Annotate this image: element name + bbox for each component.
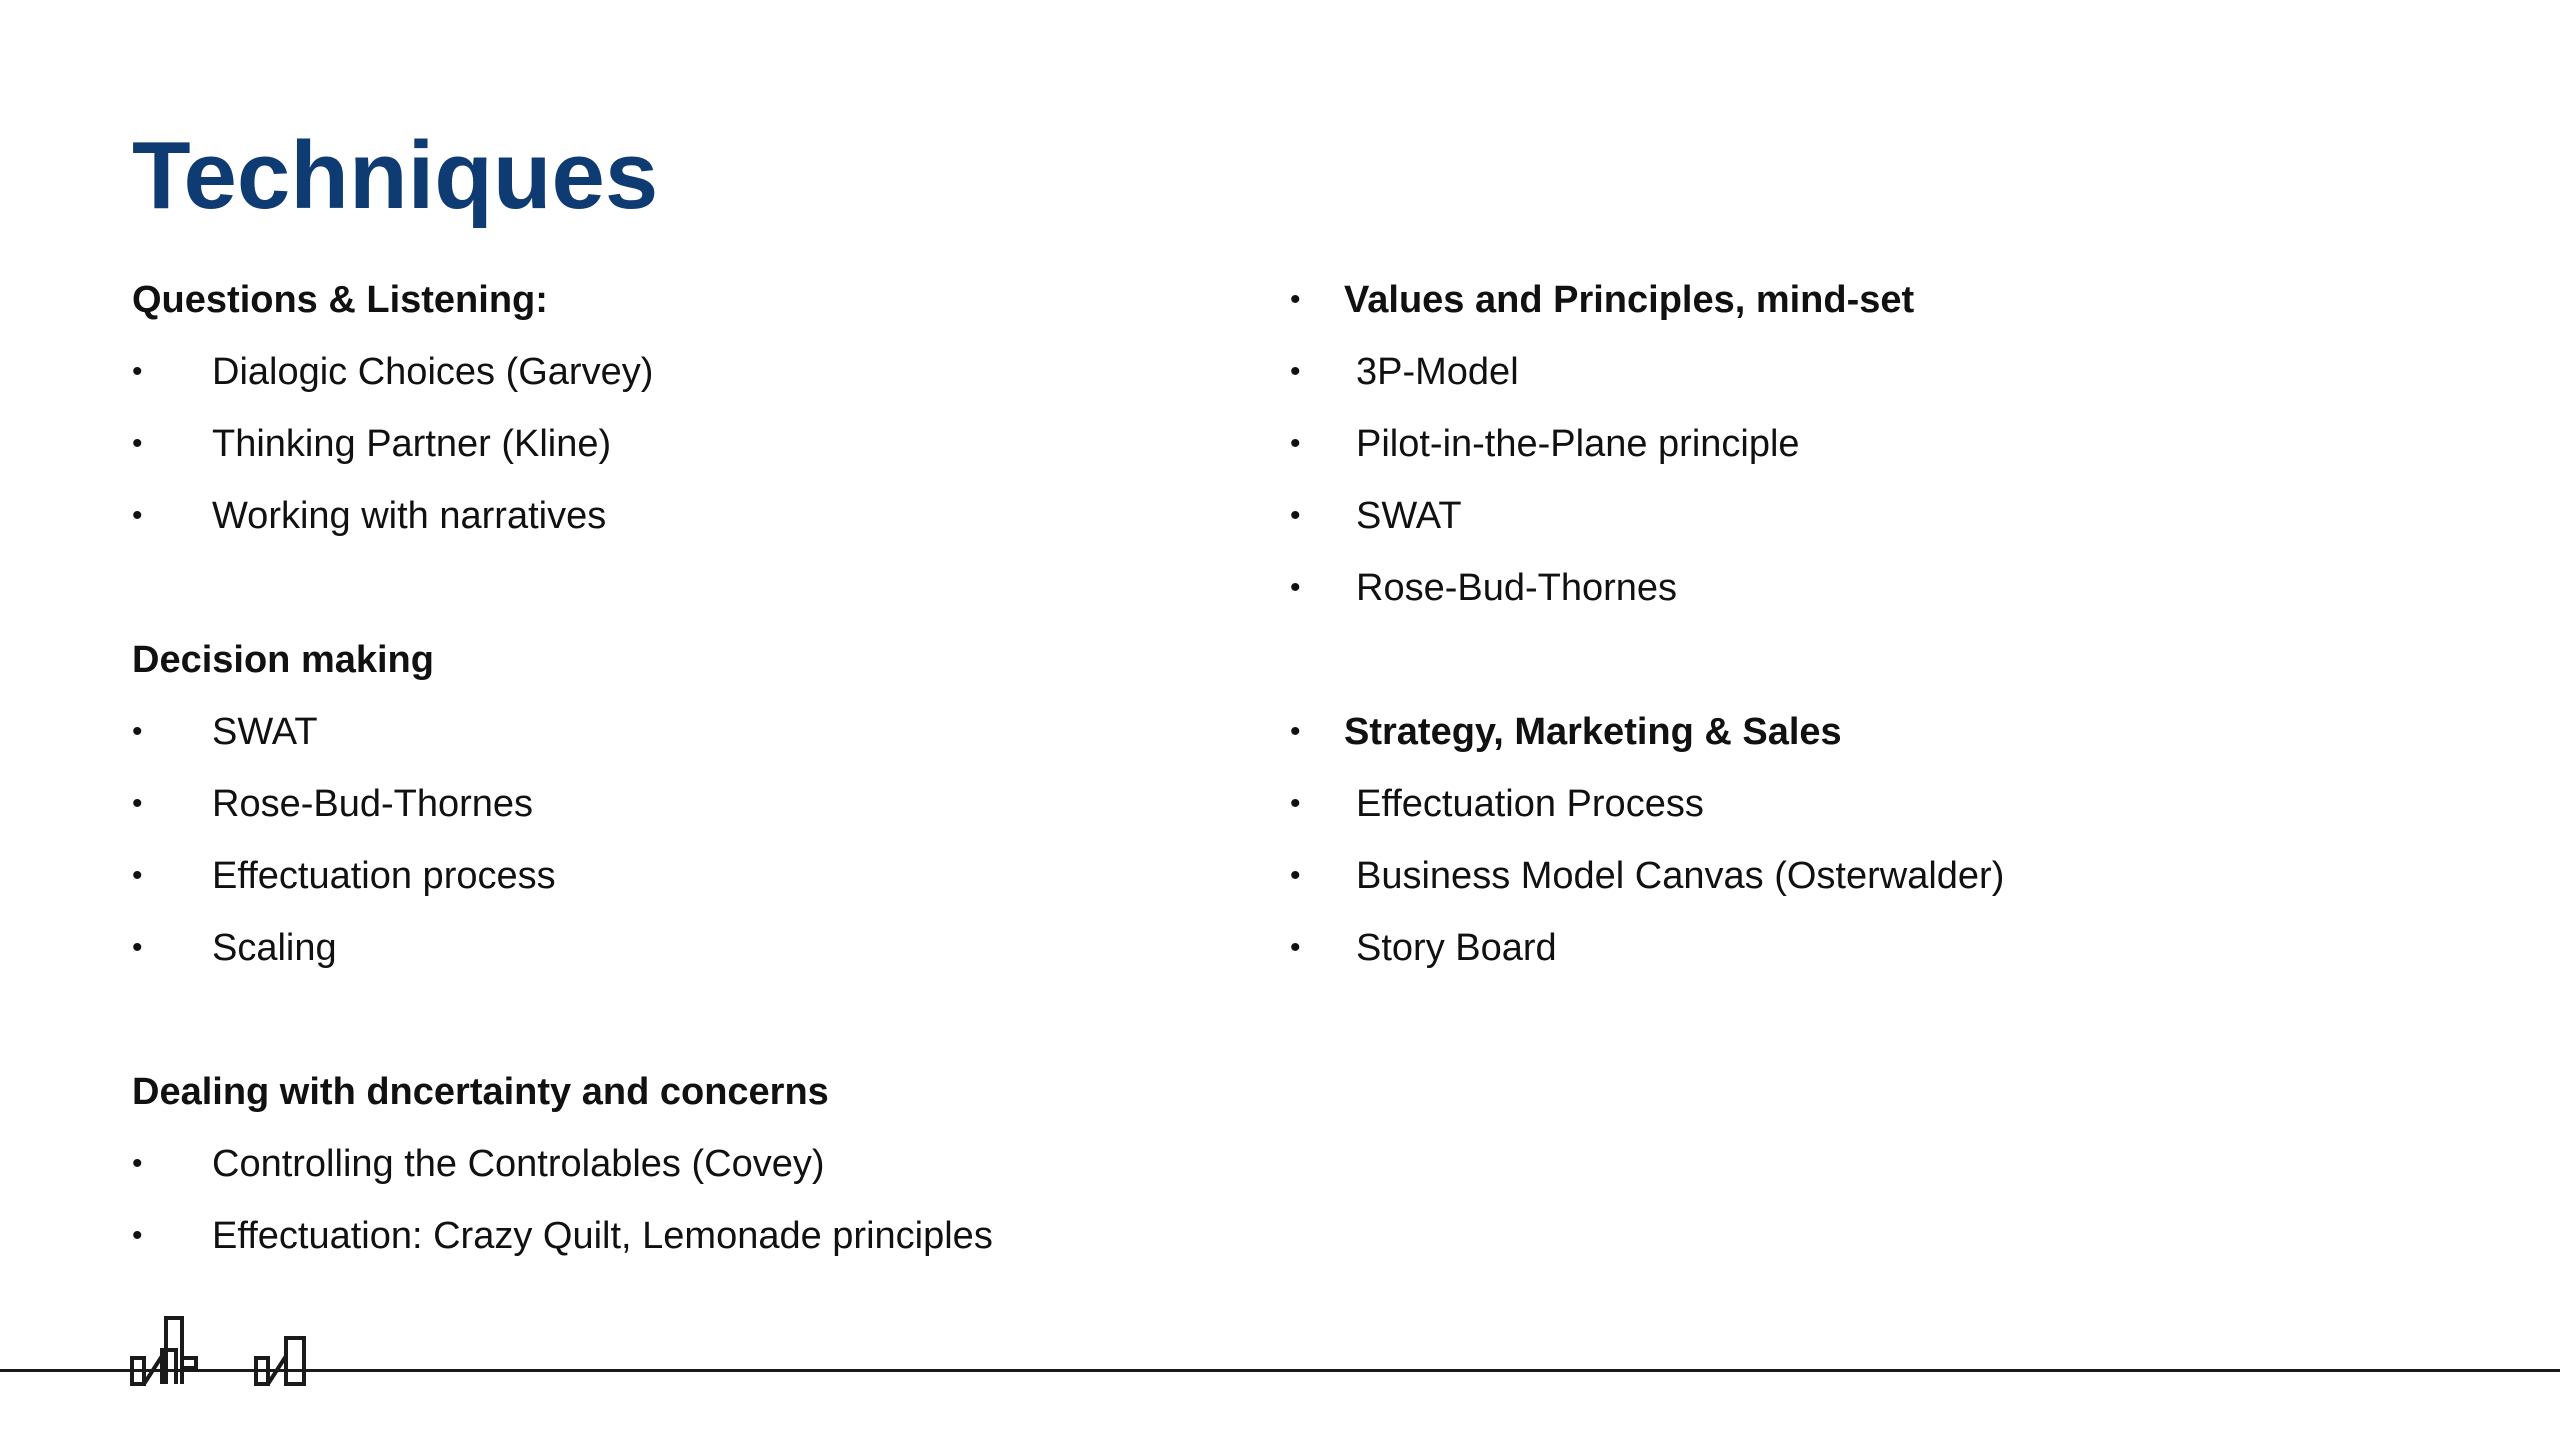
bullet-icon: • (132, 1147, 143, 1180)
list-item (132, 1128, 1232, 1200)
bullet-icon: • (132, 355, 143, 388)
list-item (132, 768, 1232, 840)
section-heading-item (1290, 264, 2390, 336)
bullet-icon: • (1290, 499, 1301, 532)
list-item (132, 336, 1232, 408)
list-item-text: Controlling the Controlables (Covey) (212, 1143, 825, 1185)
list-item (132, 1200, 1232, 1272)
list-item (1290, 336, 2390, 408)
section-heading: Strategy, Marketing & Sales (1344, 711, 1842, 753)
list-item-text: 3P-Model (1356, 351, 1519, 393)
list-item-text: Rose-Bud-Thornes (1356, 567, 1678, 609)
list-item-text: SWAT (1356, 495, 1462, 537)
bullet-icon: • (1290, 355, 1301, 388)
bullet-icon: • (1290, 427, 1301, 460)
list-item-text: Scaling (212, 927, 337, 969)
section-heading: Dealing with dncertainty and concerns (132, 1071, 829, 1113)
list-item (132, 408, 1232, 480)
list-item (1290, 912, 2390, 984)
spacer (1290, 624, 2390, 696)
list-item-text: Effectuation process (212, 855, 556, 897)
bullet-icon: • (1290, 715, 1301, 748)
list-item (132, 840, 1232, 912)
spacer (132, 552, 1232, 624)
section-questions-listening (132, 264, 1232, 552)
left-column (132, 264, 1232, 1272)
list-item-text: Business Model Canvas (Osterwalder) (1356, 855, 2005, 897)
bullet-icon: • (1290, 859, 1301, 892)
bullet-list (132, 696, 1232, 984)
bullet-icon: • (132, 859, 143, 892)
list-item-text: Dialogic Choices (Garvey) (212, 351, 654, 393)
list-item-text: Thinking Partner (Kline) (212, 423, 612, 465)
list-item (132, 696, 1232, 768)
bullet-list (132, 1128, 1232, 1272)
bullet-icon: • (132, 715, 143, 748)
list-item-text: SWAT (212, 711, 318, 753)
bullet-icon: • (132, 499, 143, 532)
list-item (1290, 840, 2390, 912)
list-item (132, 912, 1232, 984)
section-uncertainty-concerns (132, 1056, 1232, 1272)
bullet-icon: • (1290, 571, 1301, 604)
footer-divider (0, 1369, 2560, 1372)
bullet-icon: • (1290, 283, 1301, 316)
section-values-principles (1290, 264, 2390, 624)
section-heading: Questions & Listening: (132, 279, 548, 321)
bullet-list (1290, 264, 2390, 624)
bullet-icon: • (132, 787, 143, 820)
bullet-icon: • (132, 427, 143, 460)
list-item-text: Effectuation Process (1356, 783, 1704, 825)
list-item (1290, 480, 2390, 552)
list-item (132, 480, 1232, 552)
bullet-icon: • (1290, 787, 1301, 820)
bullet-list (132, 336, 1232, 552)
right-column (1290, 264, 2390, 984)
bullet-icon: • (132, 931, 143, 964)
list-item (1290, 408, 2390, 480)
section-heading: Decision making (132, 639, 434, 681)
section-heading-item (1290, 696, 2390, 768)
section-heading: Values and Principles, mind-set (1344, 279, 1915, 321)
list-item-text: Story Board (1356, 927, 1557, 969)
bullet-icon: • (132, 1219, 143, 1252)
section-decision-making (132, 624, 1232, 984)
list-item-text: Pilot-in-the-Plane principle (1356, 423, 1800, 465)
section-strategy-marketing-sales (1290, 696, 2390, 984)
logo-icon (130, 1316, 310, 1388)
bullet-icon: • (1290, 931, 1301, 964)
list-item-text: Working with narratives (212, 495, 607, 537)
slide-title: Techniques (132, 122, 659, 229)
list-item (1290, 552, 2390, 624)
list-item-text: Effectuation: Crazy Quilt, Lemonade principles (212, 1215, 993, 1257)
spacer (132, 984, 1232, 1056)
list-item (1290, 768, 2390, 840)
list-item-text: Rose-Bud-Thornes (212, 783, 534, 825)
bullet-list (1290, 696, 2390, 984)
